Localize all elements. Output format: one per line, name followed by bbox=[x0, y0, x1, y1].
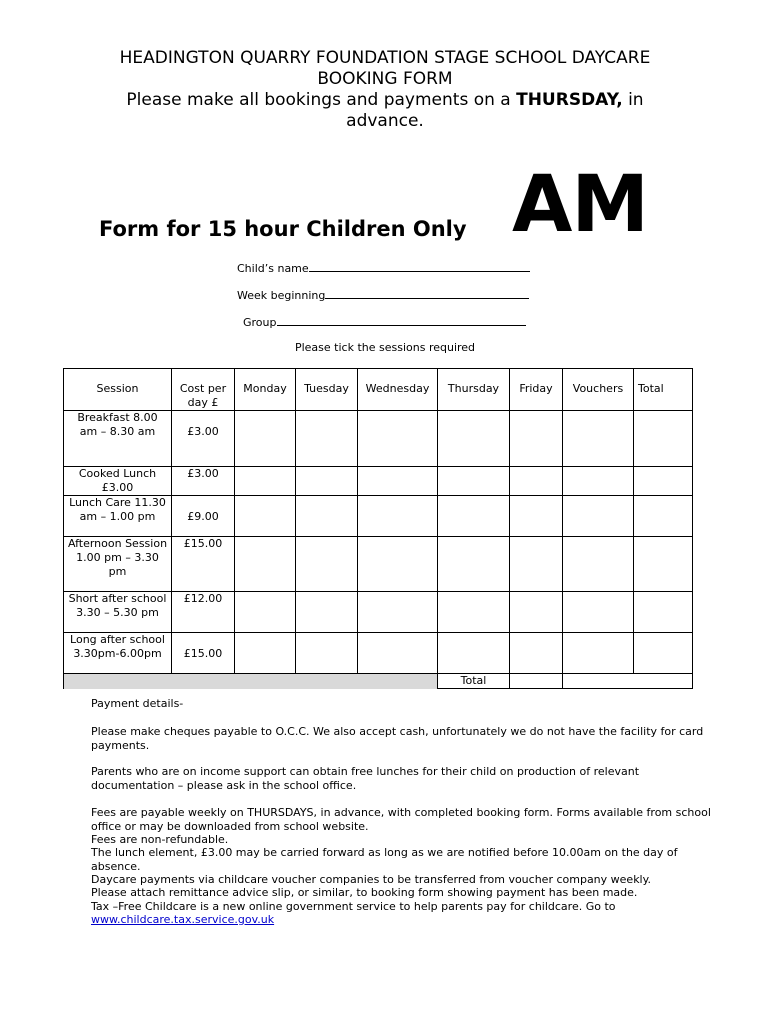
form-title: Form for 15 hour Children Only bbox=[99, 217, 467, 241]
group-label: Group bbox=[243, 316, 277, 329]
tuesday-checkbox[interactable] bbox=[296, 633, 358, 674]
payment-non-refundable: Fees are non-refundable. bbox=[91, 833, 229, 846]
grey-cell bbox=[358, 674, 438, 689]
table-header-row bbox=[64, 369, 693, 411]
wednesday-checkbox[interactable] bbox=[358, 633, 438, 674]
session-name: Short after school 3.30 – 5.30 pm bbox=[64, 592, 172, 633]
week-beginning-line[interactable] bbox=[325, 287, 529, 299]
header-tuesday: Tuesday bbox=[296, 369, 358, 411]
grand-total-vouchers[interactable] bbox=[563, 674, 634, 689]
session-cost: £15.00 bbox=[172, 633, 235, 674]
grey-cell bbox=[64, 674, 172, 689]
thursday-checkbox[interactable] bbox=[438, 467, 510, 496]
group-line[interactable] bbox=[277, 314, 526, 326]
header-wednesday: Wednesday bbox=[358, 369, 438, 411]
tuesday-checkbox[interactable] bbox=[296, 411, 358, 467]
header-thursday: Thursday bbox=[438, 369, 510, 411]
total-cell[interactable] bbox=[634, 537, 693, 592]
booking-instruction-post: in bbox=[622, 90, 644, 110]
wednesday-checkbox[interactable] bbox=[358, 496, 438, 537]
wednesday-checkbox[interactable] bbox=[358, 592, 438, 633]
child-name-field[interactable] bbox=[237, 260, 530, 276]
payment-free-lunches: Parents who are on income support can obtain free lunches for their child on production of relevant documentation – please ask in the school office. bbox=[91, 765, 640, 792]
grand-total-cell[interactable] bbox=[510, 674, 563, 689]
monday-checkbox[interactable] bbox=[235, 633, 296, 674]
tick-instruction: Please tick the sessions required bbox=[294, 341, 476, 354]
friday-checkbox[interactable] bbox=[510, 411, 563, 467]
total-cell[interactable] bbox=[634, 592, 693, 633]
friday-checkbox[interactable] bbox=[510, 496, 563, 537]
booking-instruction bbox=[0, 90, 770, 111]
session-cost: £3.00 bbox=[172, 411, 235, 467]
monday-checkbox[interactable] bbox=[235, 496, 296, 537]
total-cell[interactable] bbox=[634, 633, 693, 674]
thursday-checkbox[interactable] bbox=[438, 633, 510, 674]
table-row bbox=[64, 496, 693, 537]
tuesday-checkbox[interactable] bbox=[296, 496, 358, 537]
friday-checkbox[interactable] bbox=[510, 467, 563, 496]
session-name: Cooked Lunch £3.00 bbox=[64, 467, 172, 496]
monday-checkbox[interactable] bbox=[235, 537, 296, 592]
grey-cell bbox=[296, 674, 358, 689]
booking-instruction-pre: Please make all bookings and payments on a bbox=[126, 90, 517, 110]
thursday-checkbox[interactable] bbox=[438, 592, 510, 633]
vouchers-cell[interactable] bbox=[563, 411, 634, 467]
grey-cell bbox=[235, 674, 296, 689]
header-vouchers: Vouchers bbox=[563, 369, 634, 411]
childcare-link[interactable]: www.childcare.tax.service.gov.uk bbox=[91, 913, 275, 926]
school-name-heading: HEADINGTON QUARRY FOUNDATION STAGE SCHOOL DAYCARE bbox=[119, 48, 651, 68]
payment-fees-weekly: Fees are payable weekly on THURSDAYS, in advance, with completed booking form. Forms available from school office or may be downloaded from school website. bbox=[91, 806, 711, 833]
session-cost: £9.00 bbox=[172, 496, 235, 537]
friday-checkbox[interactable] bbox=[510, 633, 563, 674]
session-cost: £3.00 bbox=[172, 467, 235, 496]
am-label: AM bbox=[512, 160, 648, 250]
wednesday-checkbox[interactable] bbox=[358, 537, 438, 592]
header-monday: Monday bbox=[235, 369, 296, 411]
tuesday-checkbox[interactable] bbox=[296, 537, 358, 592]
vouchers-cell[interactable] bbox=[563, 496, 634, 537]
child-name-label: Child’s name bbox=[237, 262, 309, 275]
friday-checkbox[interactable] bbox=[510, 592, 563, 633]
header-session: Session bbox=[64, 369, 172, 411]
total-cell[interactable] bbox=[634, 496, 693, 537]
monday-checkbox[interactable] bbox=[235, 592, 296, 633]
week-beginning-field[interactable] bbox=[237, 287, 529, 303]
booking-instruction-day: THURSDAY, bbox=[516, 90, 623, 110]
total-label: Total bbox=[438, 674, 510, 689]
header-cost: Cost per day £ bbox=[172, 369, 235, 411]
monday-checkbox[interactable] bbox=[235, 467, 296, 496]
week-beginning-label: Week beginning bbox=[237, 289, 326, 302]
booking-instruction-advance: advance. bbox=[346, 111, 424, 131]
session-name: Long after school 3.30pm-6.00pm bbox=[64, 633, 172, 674]
session-cost: £12.00 bbox=[172, 592, 235, 633]
session-name: Afternoon Session 1.00 pm – 3.30 pm bbox=[64, 537, 172, 592]
childcare-link-container bbox=[91, 913, 711, 927]
child-name-line[interactable] bbox=[309, 260, 530, 272]
vouchers-cell[interactable] bbox=[563, 467, 634, 496]
total-cell[interactable] bbox=[634, 467, 693, 496]
session-cost: £15.00 bbox=[172, 537, 235, 592]
wednesday-checkbox[interactable] bbox=[358, 411, 438, 467]
wednesday-checkbox[interactable] bbox=[358, 467, 438, 496]
header-total: Total bbox=[634, 369, 693, 411]
thursday-checkbox[interactable] bbox=[438, 496, 510, 537]
payment-heading: Payment details- bbox=[91, 697, 184, 710]
total-cell[interactable] bbox=[634, 411, 693, 467]
table-row bbox=[64, 633, 693, 674]
booking-table bbox=[63, 368, 693, 689]
vouchers-cell[interactable] bbox=[563, 537, 634, 592]
thursday-checkbox[interactable] bbox=[438, 411, 510, 467]
table-row bbox=[64, 411, 693, 467]
payment-vouchers: Daycare payments via childcare voucher companies to be transferred from voucher company weekly. bbox=[91, 873, 652, 886]
tuesday-checkbox[interactable] bbox=[296, 592, 358, 633]
thursday-checkbox[interactable] bbox=[438, 537, 510, 592]
vouchers-cell[interactable] bbox=[563, 633, 634, 674]
friday-checkbox[interactable] bbox=[510, 537, 563, 592]
table-row bbox=[64, 592, 693, 633]
payment-cheques: Please make cheques payable to O.C.C. We also accept cash, unfortunately we do not have the facility for card payments. bbox=[91, 725, 704, 752]
group-field[interactable] bbox=[243, 314, 526, 330]
grey-cell bbox=[172, 674, 235, 689]
header-friday: Friday bbox=[510, 369, 563, 411]
table-row bbox=[64, 537, 693, 592]
payment-remittance: Please attach remittance advice slip, or similar, to booking form showing payment has been made. bbox=[91, 886, 638, 899]
payment-lunch-element: The lunch element, £3.00 may be carried forward as long as we are notified before 10.00am on the day of absence. bbox=[91, 846, 678, 873]
monday-checkbox[interactable] bbox=[235, 411, 296, 467]
session-name: Breakfast 8.00 am – 8.30 am bbox=[64, 411, 172, 467]
grand-total-total[interactable] bbox=[634, 674, 693, 689]
session-name: Lunch Care 11.30 am – 1.00 pm bbox=[64, 496, 172, 537]
payment-tax-free: Tax –Free Childcare is a new online government service to help parents pay for childcare. Go to bbox=[91, 900, 616, 913]
form-name-heading: BOOKING FORM bbox=[317, 69, 453, 89]
total-row bbox=[64, 674, 693, 689]
tuesday-checkbox[interactable] bbox=[296, 467, 358, 496]
table-row bbox=[64, 467, 693, 496]
vouchers-cell[interactable] bbox=[563, 592, 634, 633]
